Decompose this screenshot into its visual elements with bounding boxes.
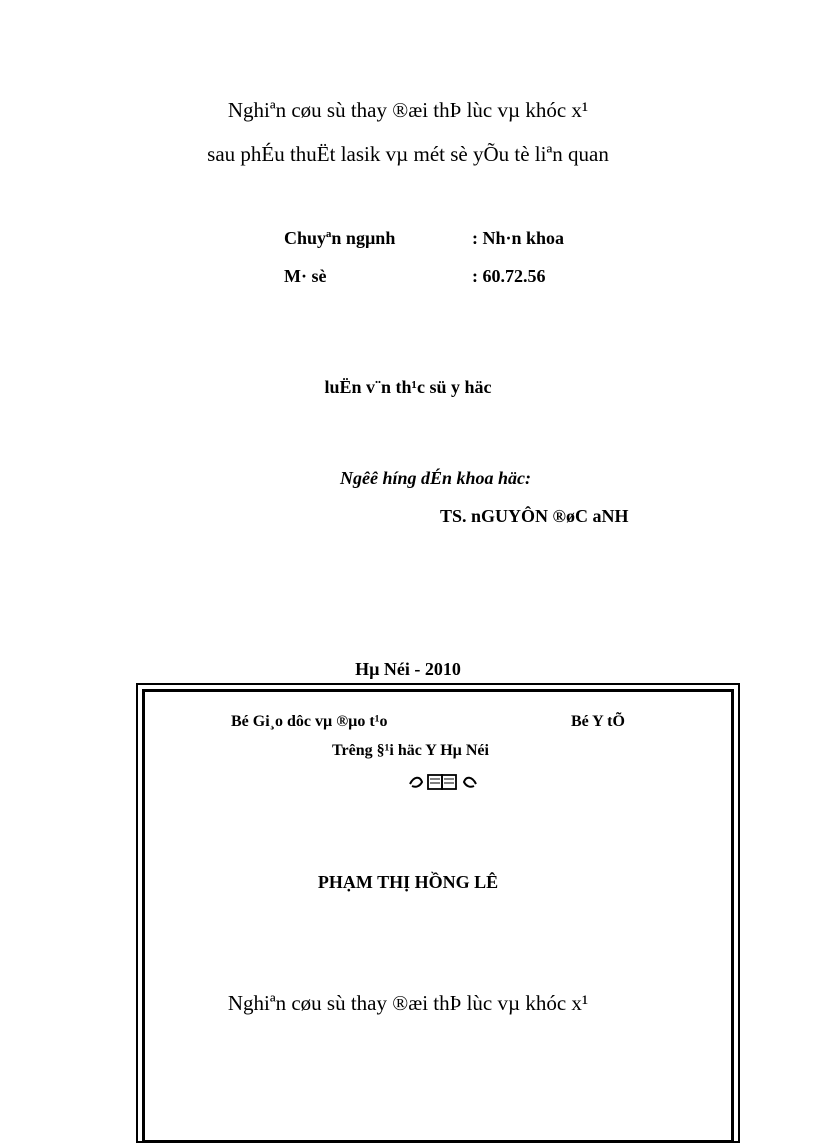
degree-title: luËn v¨n th¹c sü y häc [324, 377, 492, 397]
code-label: M· sè [284, 266, 327, 286]
university-name: Trêng §¹i häc Y Hµ Néi [332, 742, 489, 759]
specialty-value: : Nh·n khoa [472, 228, 565, 248]
book-ornament-icon [408, 772, 478, 792]
advisor-name: TS. nGUYÔN ®øC aNH [440, 506, 629, 526]
place-year: Hµ Néi - 2010 [355, 659, 461, 679]
ministry-right: Bé Y tÕ [571, 713, 625, 730]
code-value: : 60.72.56 [472, 266, 546, 286]
ministry-left: Bé Gi¸o dôc vµ ®µo t¹o [231, 713, 388, 730]
author-name: PHẠM THỊ HỒNG LÊ [317, 872, 499, 892]
inner-title-line-1: Nghiªn cøu sù thay ®æi thÞ lùc vµ khóc x¹ [227, 991, 589, 1015]
advisor-label: Ngêê híng dÉn khoa häc: [340, 468, 532, 488]
cover-title-line-1: Nghiªn cøu sù thay ®æi thÞ lùc vµ khóc x¹ [227, 98, 589, 122]
cover-title-line-2: sau phÉu thuËt lasik vµ mét sè yÕu tè liªn quan [207, 142, 609, 166]
specialty-label: Chuyªn ngµnh [284, 228, 396, 248]
